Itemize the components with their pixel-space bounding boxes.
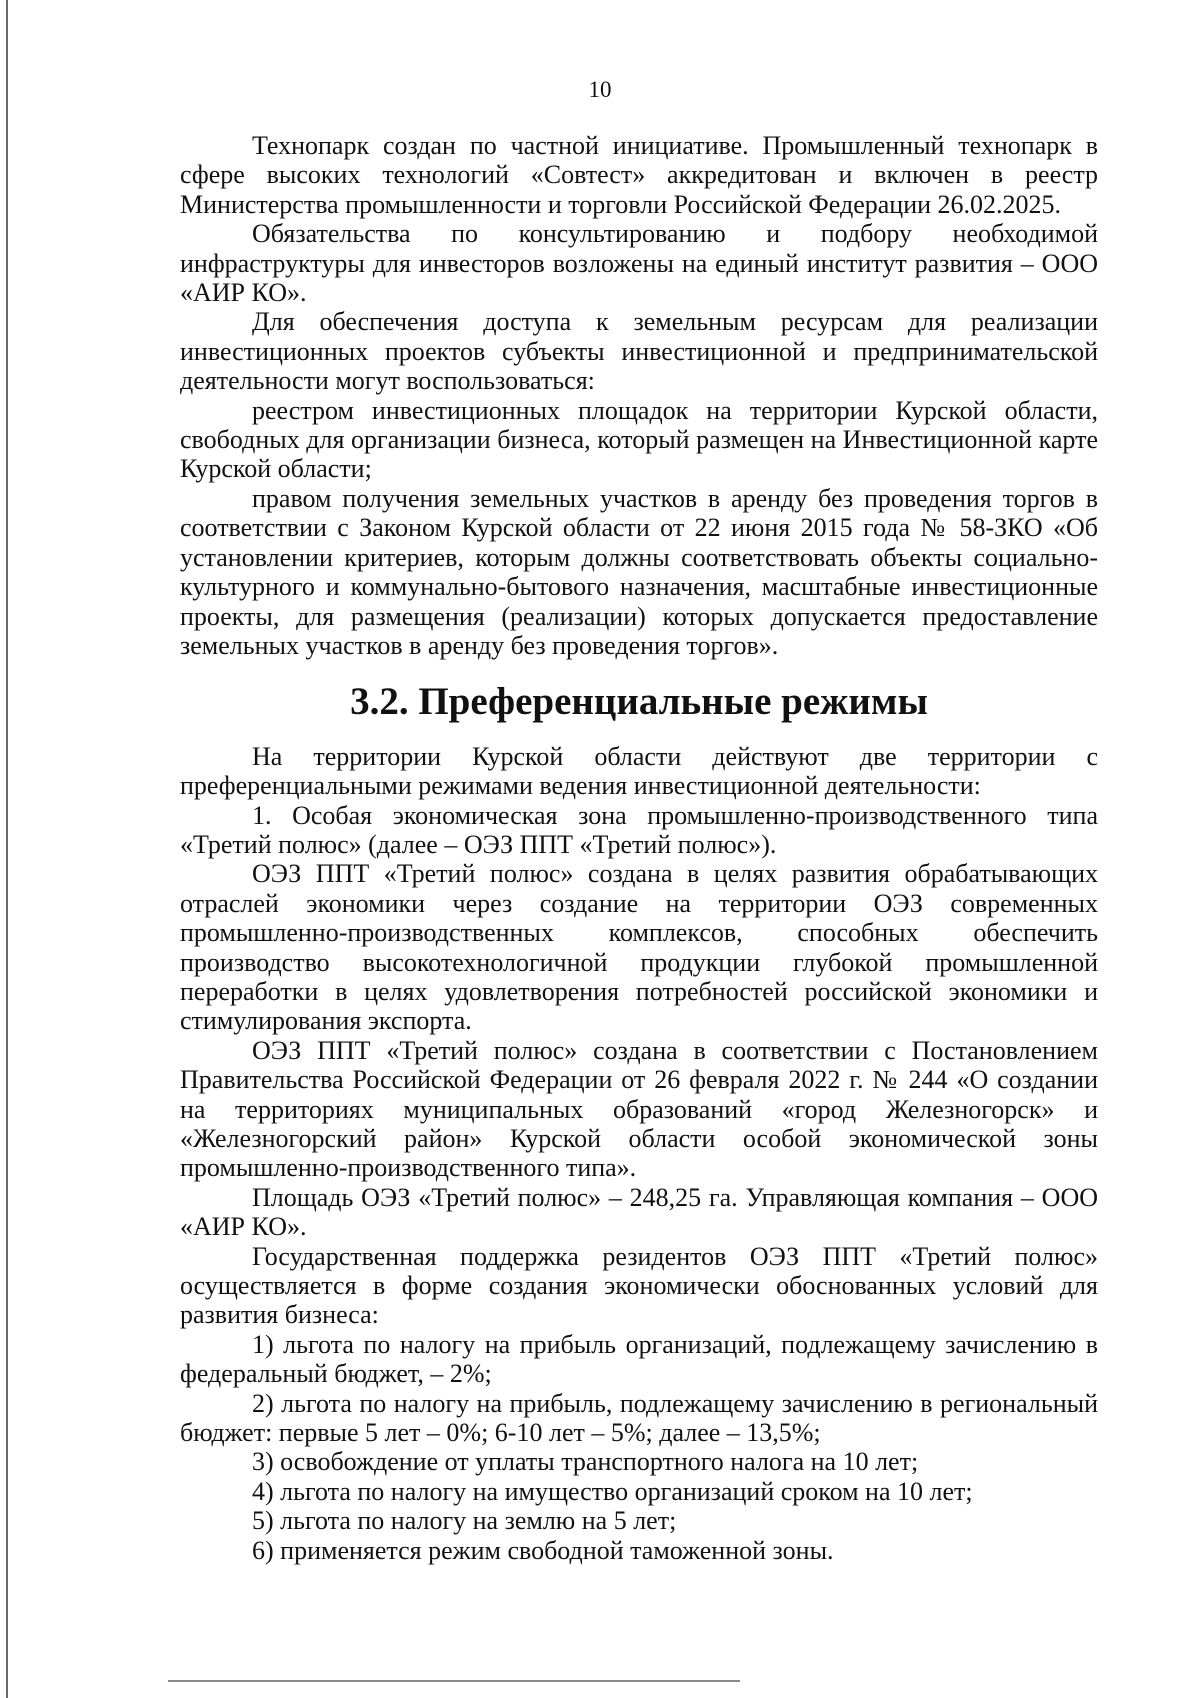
paragraph-territories: На территории Курской области действуют две территории с преференциальными режимами ведения инвестиционной деятельности: bbox=[180, 741, 1098, 801]
footer-rule bbox=[168, 1680, 740, 1682]
list-item-4: 4) льгота по налогу на имущество организаций сроком на 10 лет; bbox=[252, 1476, 973, 1506]
list-item-3: 3) освобождение от уплаты транспортного налога на 10 лет; bbox=[252, 1447, 919, 1477]
paragraph-obligations: Обязательства по консультированию и подбору необходимой инфраструктуры для инвесторов возложены на единый институт развития – ООО «АИР КО». bbox=[180, 219, 1098, 308]
page-edge-line bbox=[6, 0, 8, 1698]
document-body bbox=[180, 131, 1098, 1565]
paragraph-sez-title: 1. Особая экономическая зона промышленно-производственного типа «Третий полюс» (далее – ОЭЗ ППТ «Третий полюс»). bbox=[180, 800, 1098, 859]
paragraph-state-support: Государственная поддержка резидентов ОЭЗ ППТ «Третий полюс» осуществляется в форме создания экономически обоснованных условий для развития бизнеса: bbox=[180, 1241, 1098, 1330]
paragraph-registry: реестром инвестиционных площадок на территории Курской области, свободных для организации бизнеса, который размещен на Инвестиционной карте Курской области; bbox=[180, 395, 1098, 484]
section-heading: 3.2. Преференциальные режимы bbox=[350, 680, 928, 724]
paragraph-sez-purpose: ОЭЗ ППТ «Третий полюс» создана в целях развития обрабатывающих отраслей экономики через создание на территории ОЭЗ современных промышленно-производственных комплексов, способных обеспечить производство высокотехнологичной продукции глубокой промышленной переработки в целях удовлетворения потребностей российской экономики и стимулирования экспорта. bbox=[180, 859, 1098, 1036]
page-number: 10 bbox=[588, 77, 612, 102]
paragraph-sez-decree: ОЭЗ ППТ «Третий полюс» создана в соответствии с Постановлением Правительства Российской Федерации от 26 февраля 2022 г. № 244 «О создании на территориях муниципальных образований «город Железногорск» и «Железногорский район» Курской области особой экономической зоны промышленно-производственного типа». bbox=[180, 1035, 1098, 1183]
paragraph-land-access: Для обеспечения доступа к земельным ресурсам для реализации инвестиционных проектов субъекты инвестиционной и предпринимательской деятельности могут воспользоваться: bbox=[180, 307, 1098, 396]
paragraph-lease-right: правом получения земельных участков в аренду без проведения торгов в соответствии с Законом Курской области от 22 июня 2015 года № 58-ЗКО «Об установлении критериев, которым должны соответствовать объекты социально-культурного и коммунально-бытового назначения, масштабные инвестиционные проекты, для размещения (реализации) которых допускается предоставление земельных участков в аренду без проведения торгов». bbox=[180, 483, 1098, 660]
list-item-1: 1) льгота по налогу на прибыль организаций, подлежащему зачислению в федеральный бюджет, – 2%; bbox=[180, 1329, 1098, 1389]
paragraph-sez-area: Площадь ОЭЗ «Третий полюс» – 248,25 га. Управляющая компания – ООО «АИР КО». bbox=[180, 1182, 1098, 1242]
list-item-5: 5) льгота по налогу на землю на 5 лет; bbox=[252, 1506, 677, 1536]
list-item-6: 6) применяется режим свободной таможенной зоны. bbox=[252, 1535, 834, 1565]
list-item-2: 2) льгота по налогу на прибыль, подлежащему зачислению в региональный бюджет: первые 5 лет – 0%; 6-10 лет – 5%; далее – 13,5%; bbox=[180, 1388, 1098, 1448]
paragraph-technopark: Технопарк создан по частной инициативе. Промышленный технопарк в сфере высоких технологий «Совтест» аккредитован и включен в реестр Министерства промышленности и торговли Российской Федерации 26.02.2025. bbox=[180, 131, 1098, 219]
